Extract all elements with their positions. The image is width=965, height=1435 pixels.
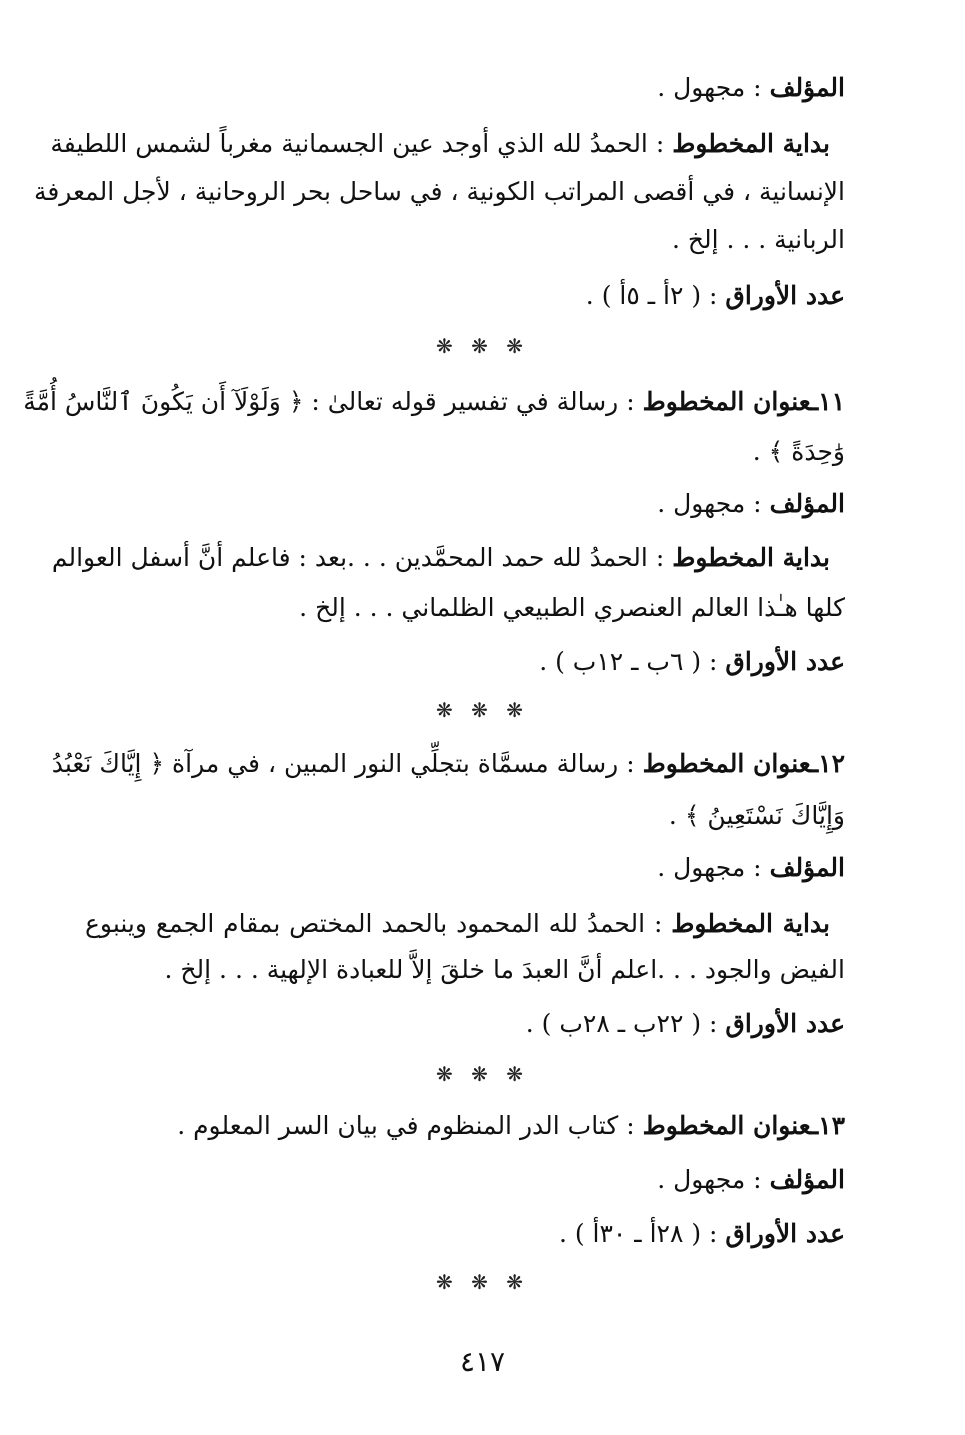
beginning-label: بداية المخطوط	[671, 909, 830, 938]
author-label: المؤلف	[769, 73, 845, 102]
title-line	[85, 1106, 845, 1146]
beginning-text: : الحمدُ لله حمد المحمَّدين . . .بعد : فاعلم أنَّ أسفل العوالم	[51, 543, 665, 572]
section-separator: ❋ ❋ ❋	[436, 334, 529, 358]
title-label: عنوان المخطوط	[642, 749, 811, 778]
title-text: : رسالة مسمَّاة بتجلِّي النور المبين ، في مرآة ﴿ إِيَّاكَ نَعْبُدُ	[51, 749, 635, 778]
folios-line	[85, 276, 845, 316]
author-line	[85, 68, 845, 108]
beginning-line	[50, 124, 830, 164]
title-label: عنوان المخطوط	[642, 387, 811, 416]
folios-value: : ( ٦ب ـ ١٢ب ) .	[539, 647, 718, 676]
folios-line	[85, 1214, 845, 1254]
author-line	[85, 484, 845, 524]
title-label: عنوان المخطوط	[642, 1111, 811, 1140]
beginning-continuation: كلها هـٰذا العالم العنصري الطبيعي الظلماني . . . إلخ .	[299, 593, 845, 622]
author-label: المؤلف	[769, 853, 845, 882]
entry-number: ١٢ـ	[810, 749, 845, 778]
beginning-text: : الحمدُ لله الذي أوجد عين الجسمانية مغرباً لشمس اللطيفة	[50, 129, 665, 158]
title-text: : كتاب الدر المنظوم في بيان السر المعلوم .	[177, 1111, 635, 1140]
beginning-label: بداية المخطوط	[672, 129, 830, 158]
section-separator: ❋ ❋ ❋	[436, 698, 529, 722]
beginning-label: بداية المخطوط	[672, 543, 830, 572]
title-text: : رسالة في تفسير قوله تعالىٰ : ﴿ وَلَوْلَآ أَن يَكُونَ ٱلنَّاسُ أُمَّةً	[23, 387, 635, 416]
author-line	[85, 848, 845, 888]
page-number: ٤١٧	[459, 1345, 506, 1378]
author-line	[85, 1160, 845, 1200]
entry-number: ١٣ـ	[810, 1111, 845, 1140]
beginning-continuation: الفيض والجود . . .اعلم أنَّ العبدَ ما خلقَ إلاَّ للعبادة الإلهية . . . إلخ .	[164, 955, 845, 984]
title-continuation: وَإِيَّاكَ نَسْتَعِينُ ﴾ .	[668, 801, 845, 830]
section-separator: ❋ ❋ ❋	[436, 1062, 529, 1086]
author-value: : مجهول .	[657, 489, 762, 518]
beginning-line	[85, 904, 830, 944]
folios-value: : ( ٢أ ـ ٥أ ) .	[585, 281, 718, 310]
beginning-line	[51, 538, 830, 578]
beginning-continuation: الربانية . . . إلخ .	[671, 225, 845, 254]
folios-label: عدد الأوراق	[725, 281, 845, 310]
folios-line	[85, 1004, 845, 1044]
author-value: : مجهول .	[657, 1165, 762, 1194]
title-line	[51, 744, 845, 784]
folios-line	[85, 642, 845, 682]
beginning-text: : الحمدُ لله المحمود بالحمد المختص بمقام الجمع وينبوع	[85, 909, 663, 938]
folios-value: : ( ٢٨أ ـ ٣٠أ ) .	[558, 1219, 718, 1248]
author-label: المؤلف	[769, 1165, 845, 1194]
entry-number: ١١ـ	[810, 387, 845, 416]
title-continuation: وَٰحِدَةً ﴾ .	[752, 437, 845, 466]
beginning-continuation: الإنسانية ، في أقصى المراتب الكونية ، في ساحل بحر الروحانية ، لأجل المعرفة	[33, 177, 845, 206]
folios-value: : ( ٢٢ب ـ ٢٨ب ) .	[525, 1009, 718, 1038]
author-value: : مجهول .	[657, 853, 762, 882]
section-separator: ❋ ❋ ❋	[436, 1270, 529, 1294]
author-value: : مجهول .	[657, 73, 762, 102]
author-label: المؤلف	[769, 489, 845, 518]
folios-label: عدد الأوراق	[725, 1219, 845, 1248]
folios-label: عدد الأوراق	[725, 1009, 845, 1038]
folios-label: عدد الأوراق	[725, 647, 845, 676]
title-line	[23, 382, 845, 422]
